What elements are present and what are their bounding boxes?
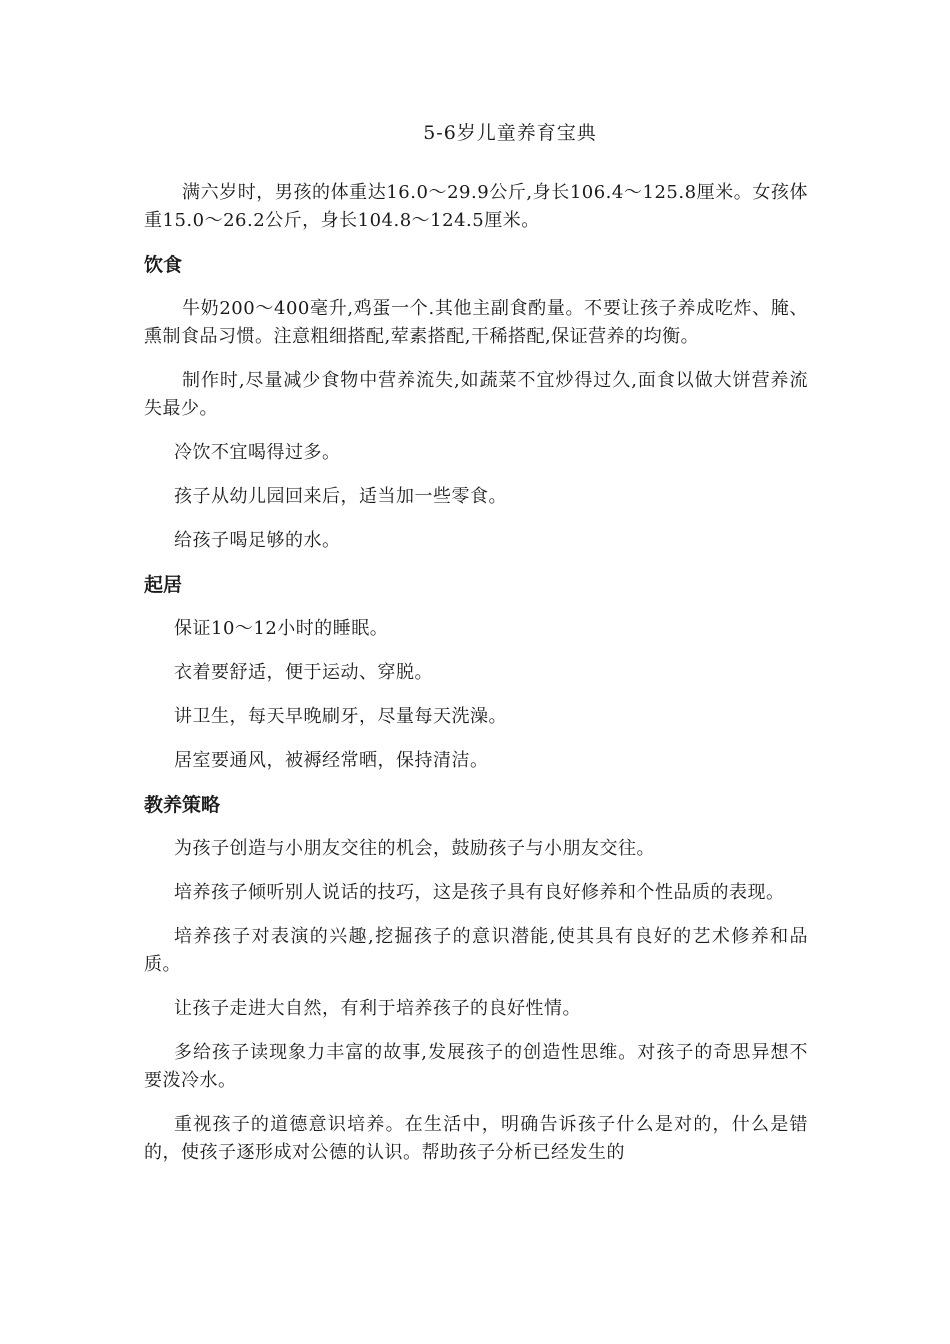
paragraph: 制作时,尽量减少食物中营养流失,如蔬菜不宜炒得过久,面食以做大饼营养流失最少。 bbox=[144, 370, 808, 419]
paragraph: 给孩子喝足够的水。 bbox=[174, 530, 341, 551]
section-heading-daily-life: 起居 bbox=[144, 574, 183, 596]
document-title: 5-6岁儿童养育宝典 bbox=[423, 122, 597, 144]
paragraph: 多给孩子读现象力丰富的故事,发展孩子的创造性思维。对孩子的奇思异想不要泼冷水。 bbox=[144, 1042, 808, 1091]
paragraph: 讲卫生，每天早晚刷牙，尽量每天洗澡。 bbox=[174, 706, 507, 727]
paragraph: 孩子从幼儿园回来后，适当加一些零食。 bbox=[174, 486, 507, 507]
paragraph: 让孩子走进大自然，有利于培养孩子的良好性情。 bbox=[174, 998, 581, 1019]
paragraph: 培养孩子对表演的兴趣,挖掘孩子的意识潜能,使其具有良好的艺术修养和品质。 bbox=[144, 926, 808, 975]
intro-paragraph: 满六岁时，男孩的体重达16.0～29.9公斤,身长106.4～125.8厘米。女孩体重15.0～26.2公斤，身长104.8～124.5厘米。 bbox=[144, 182, 808, 231]
section-heading-diet: 饮食 bbox=[144, 254, 183, 276]
paragraph: 冷饮不宜喝得过多。 bbox=[174, 442, 341, 463]
paragraph: 保证10～12小时的睡眠。 bbox=[174, 618, 389, 639]
paragraph: 牛奶200～400毫升,鸡蛋一个.其他主副食酌量。不要让孩子养成吃炸、腌、熏制食品习惯。注意粗细搭配,荤素搭配,干稀搭配,保证营养的均衡。 bbox=[144, 298, 808, 347]
section-heading-parenting-strategy: 教养策略 bbox=[144, 794, 221, 816]
section-parenting-strategy bbox=[144, 791, 808, 1167]
paragraph: 培养孩子倾听别人说话的技巧，这是孩子具有良好修养和个性品质的表现。 bbox=[174, 882, 785, 903]
section-diet bbox=[144, 251, 808, 555]
paragraph: 重视孩子的道德意识培养。在生活中，明确告诉孩子什么是对的，什么是错的，使孩子逐形成对公德的认识。帮助孩子分析已经发生的 bbox=[144, 1114, 808, 1163]
paragraph: 居室要通风，被褥经常晒，保持清洁。 bbox=[174, 750, 489, 771]
document-page bbox=[144, 118, 808, 1183]
section-daily-life bbox=[144, 571, 808, 775]
paragraph: 为孩子创造与小朋友交往的机会，鼓励孩子与小朋友交往。 bbox=[174, 838, 655, 859]
paragraph: 衣着要舒适，便于运动、穿脱。 bbox=[174, 662, 433, 683]
